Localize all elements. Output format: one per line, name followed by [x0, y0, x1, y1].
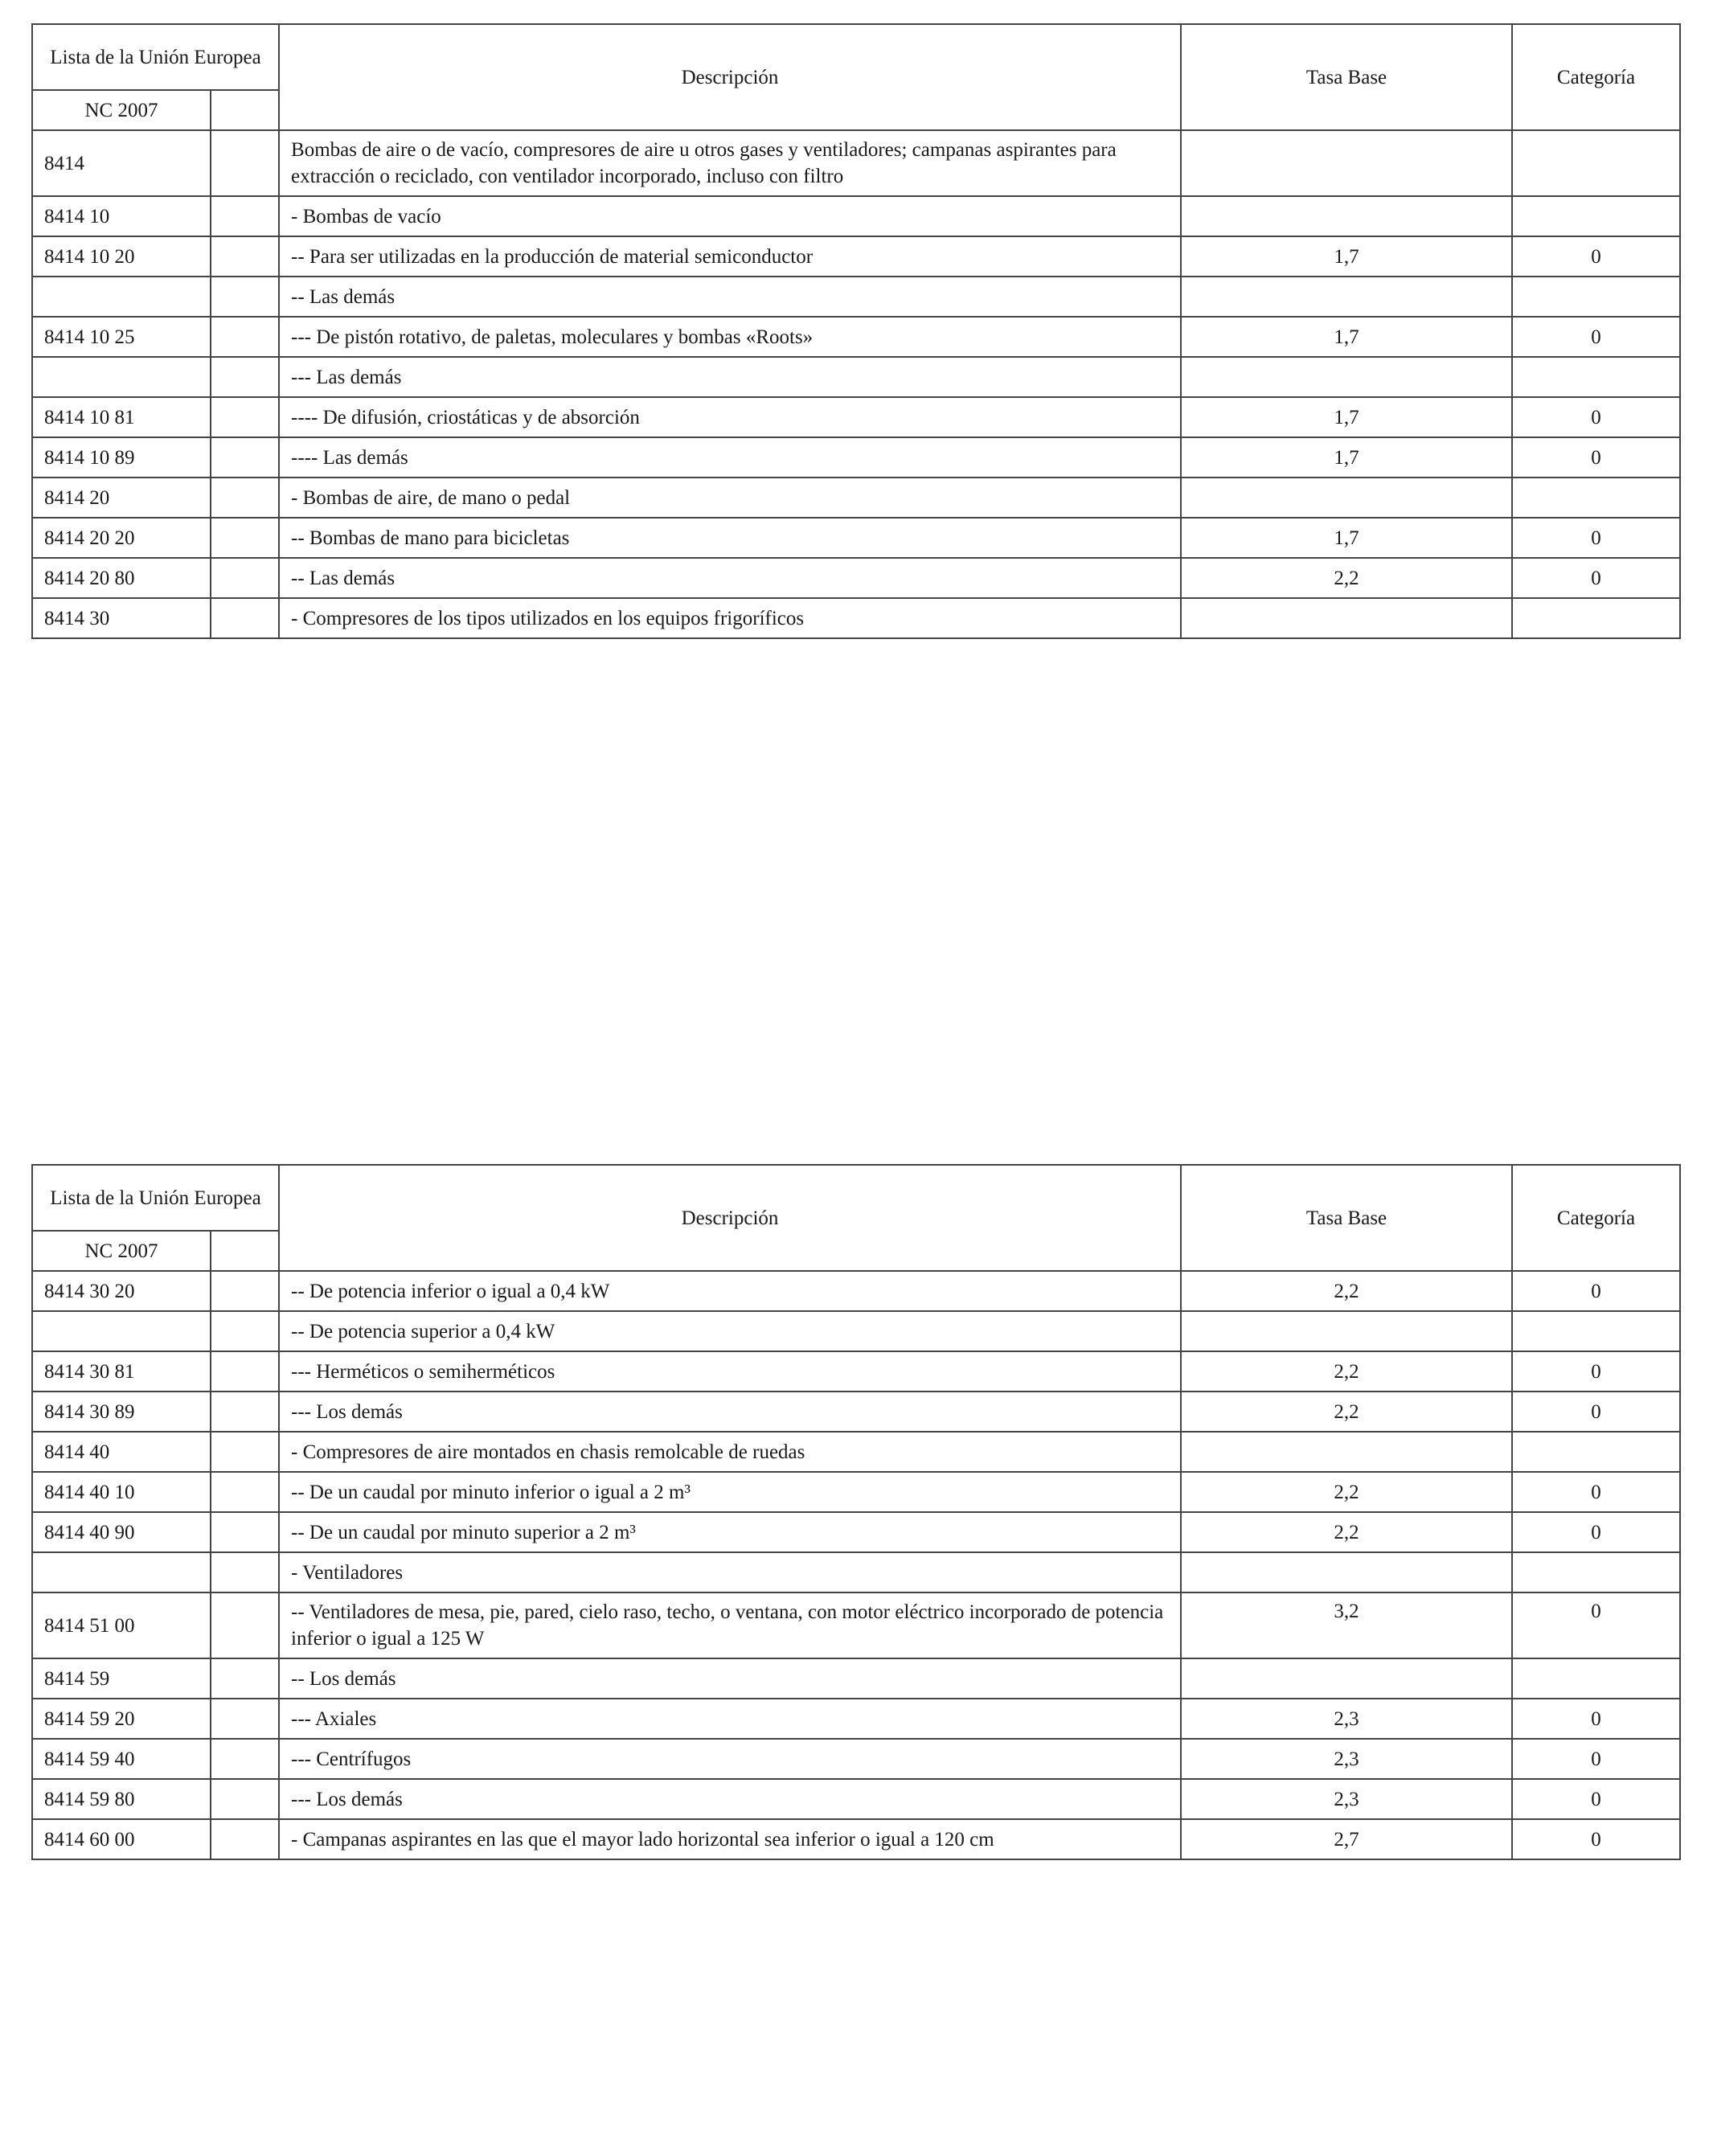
cell-rate: 2,7	[1181, 1819, 1512, 1859]
table-row	[32, 1658, 1680, 1699]
cell-description: - Bombas de vacío	[279, 196, 1181, 236]
cell-rate	[1181, 1311, 1512, 1351]
cell-code: 8414 10 25	[32, 317, 211, 357]
cell-blank	[211, 598, 279, 638]
cell-code: 8414 30 81	[32, 1351, 211, 1392]
cell-category: 0	[1512, 236, 1680, 277]
cell-category	[1512, 277, 1680, 317]
table-row	[32, 1311, 1680, 1351]
cell-rate: 2,2	[1181, 1351, 1512, 1392]
cell-rate: 2,2	[1181, 558, 1512, 598]
cell-blank	[211, 1432, 279, 1472]
cell-code: 8414 59 20	[32, 1699, 211, 1739]
table-row	[32, 1472, 1680, 1512]
cell-rate	[1181, 598, 1512, 638]
table-row	[32, 478, 1680, 518]
cell-blank	[211, 518, 279, 558]
cell-blank	[211, 1351, 279, 1392]
header-description: Descripción	[279, 1165, 1181, 1271]
header-base-rate: Tasa Base	[1181, 24, 1512, 130]
cell-rate: 1,7	[1181, 317, 1512, 357]
table-row	[32, 317, 1680, 357]
header-description: Descripción	[279, 24, 1181, 130]
cell-rate: 3,2	[1181, 1592, 1512, 1658]
cell-rate: 2,2	[1181, 1512, 1512, 1552]
cell-code: 8414	[32, 130, 211, 196]
header-blank-cell	[211, 90, 279, 130]
cell-description: -- De un caudal por minuto superior a 2 m³	[279, 1512, 1181, 1552]
cell-code	[32, 1311, 211, 1351]
header-eu-list: Lista de la Unión Europea	[32, 1165, 279, 1231]
cell-code	[32, 357, 211, 397]
cell-category: 0	[1512, 437, 1680, 478]
cell-category	[1512, 1432, 1680, 1472]
cell-description: -- Las demás	[279, 558, 1181, 598]
cell-category: 0	[1512, 1392, 1680, 1432]
cell-category: 0	[1512, 317, 1680, 357]
cell-rate	[1181, 1658, 1512, 1699]
cell-description: --- Centrífugos	[279, 1739, 1181, 1779]
cell-rate	[1181, 277, 1512, 317]
header-nc-2007: NC 2007	[32, 90, 211, 130]
cell-description: --- Axiales	[279, 1699, 1181, 1739]
header-category: Categoría	[1512, 24, 1680, 130]
table-row	[32, 1592, 1680, 1658]
cell-blank	[211, 277, 279, 317]
cell-code: 8414 40	[32, 1432, 211, 1472]
table-row	[32, 518, 1680, 558]
header-base-rate: Tasa Base	[1181, 1165, 1512, 1271]
cell-category	[1512, 130, 1680, 196]
cell-rate	[1181, 196, 1512, 236]
cell-code: 8414 20 20	[32, 518, 211, 558]
cell-rate: 2,3	[1181, 1699, 1512, 1739]
table-row	[32, 1432, 1680, 1472]
cell-category	[1512, 478, 1680, 518]
table-row	[32, 236, 1680, 277]
cell-description: Bombas de aire o de vacío, compresores de aire u otros gases y ventiladores; campanas aspirantes para extracción o reciclado, con ventilador incorporado, incluso con filtro	[279, 130, 1181, 196]
table-row	[32, 1271, 1680, 1311]
cell-blank	[211, 397, 279, 437]
cell-code: 8414 30	[32, 598, 211, 638]
cell-category: 0	[1512, 1351, 1680, 1392]
cell-blank	[211, 1779, 279, 1819]
cell-description: -- De potencia superior a 0,4 kW	[279, 1311, 1181, 1351]
cell-category: 0	[1512, 1512, 1680, 1552]
cell-code: 8414 20	[32, 478, 211, 518]
cell-blank	[211, 1592, 279, 1658]
cell-rate: 2,2	[1181, 1392, 1512, 1432]
cell-blank	[211, 1819, 279, 1859]
cell-code	[32, 277, 211, 317]
cell-description: -- Para ser utilizadas en la producción de material semiconductor	[279, 236, 1181, 277]
cell-category	[1512, 196, 1680, 236]
cell-code: 8414 30 20	[32, 1271, 211, 1311]
cell-blank	[211, 1658, 279, 1699]
header-category: Categoría	[1512, 1165, 1680, 1271]
cell-blank	[211, 1512, 279, 1552]
cell-blank	[211, 236, 279, 277]
cell-description: -- Ventiladores de mesa, pie, pared, cielo raso, techo, o ventana, con motor eléctrico incorporado de potencia inferior o igual a 125 W	[279, 1592, 1181, 1658]
table-row	[32, 357, 1680, 397]
cell-category: 0	[1512, 518, 1680, 558]
cell-code	[32, 1552, 211, 1592]
table-row	[32, 1739, 1680, 1779]
cell-blank	[211, 1271, 279, 1311]
cell-category	[1512, 1552, 1680, 1592]
header-blank-cell	[211, 1231, 279, 1271]
table-row	[32, 1552, 1680, 1592]
cell-blank	[211, 196, 279, 236]
cell-description: -- Bombas de mano para bicicletas	[279, 518, 1181, 558]
cell-description: - Campanas aspirantes en las que el mayor lado horizontal sea inferior o igual a 120 cm	[279, 1819, 1181, 1859]
cell-rate: 1,7	[1181, 397, 1512, 437]
table-row	[32, 437, 1680, 478]
table-row	[32, 196, 1680, 236]
cell-category: 0	[1512, 397, 1680, 437]
cell-code: 8414 60 00	[32, 1819, 211, 1859]
cell-description: ---- Las demás	[279, 437, 1181, 478]
cell-blank	[211, 317, 279, 357]
cell-blank	[211, 558, 279, 598]
cell-description: --- Herméticos o semiherméticos	[279, 1351, 1181, 1392]
cell-description: --- Los demás	[279, 1779, 1181, 1819]
table-row	[32, 1819, 1680, 1859]
cell-rate	[1181, 1552, 1512, 1592]
cell-category: 0	[1512, 1819, 1680, 1859]
table-row	[32, 397, 1680, 437]
cell-description: --- Los demás	[279, 1392, 1181, 1432]
cell-blank	[211, 357, 279, 397]
table-row	[32, 1351, 1680, 1392]
table-row	[32, 1779, 1680, 1819]
cell-description: --- Las demás	[279, 357, 1181, 397]
cell-rate: 2,3	[1181, 1779, 1512, 1819]
cell-rate: 1,7	[1181, 437, 1512, 478]
cell-code: 8414 10 89	[32, 437, 211, 478]
table-row	[32, 558, 1680, 598]
cell-category: 0	[1512, 1271, 1680, 1311]
cell-rate	[1181, 130, 1512, 196]
cell-rate: 1,7	[1181, 236, 1512, 277]
header-nc-2007: NC 2007	[32, 1231, 211, 1271]
table-row	[32, 130, 1680, 196]
cell-code: 8414 10 20	[32, 236, 211, 277]
table-row	[32, 1512, 1680, 1552]
cell-description: - Ventiladores	[279, 1552, 1181, 1592]
cell-blank	[211, 1552, 279, 1592]
cell-blank	[211, 1392, 279, 1432]
table-header-row	[32, 24, 1680, 90]
tariff-table-2	[31, 1164, 1681, 1860]
cell-description: - Bombas de aire, de mano o pedal	[279, 478, 1181, 518]
cell-code: 8414 59 80	[32, 1779, 211, 1819]
table-row	[32, 1392, 1680, 1432]
cell-code: 8414 40 90	[32, 1512, 211, 1552]
cell-blank	[211, 1699, 279, 1739]
cell-description: --- De pistón rotativo, de paletas, moleculares y bombas «Roots»	[279, 317, 1181, 357]
cell-category: 0	[1512, 1472, 1680, 1512]
cell-rate: 2,3	[1181, 1739, 1512, 1779]
cell-blank	[211, 1472, 279, 1512]
cell-category: 0	[1512, 1592, 1680, 1658]
table-header-row	[32, 1165, 1680, 1231]
cell-code: 8414 51 00	[32, 1592, 211, 1658]
cell-description: - Compresores de los tipos utilizados en los equipos frigoríficos	[279, 598, 1181, 638]
cell-description: -- Los demás	[279, 1658, 1181, 1699]
cell-code: 8414 10	[32, 196, 211, 236]
cell-category: 0	[1512, 558, 1680, 598]
cell-category	[1512, 1658, 1680, 1699]
cell-code: 8414 40 10	[32, 1472, 211, 1512]
cell-blank	[211, 1739, 279, 1779]
cell-blank	[211, 437, 279, 478]
cell-category: 0	[1512, 1699, 1680, 1739]
cell-blank	[211, 1311, 279, 1351]
cell-description: -- De un caudal por minuto inferior o igual a 2 m³	[279, 1472, 1181, 1512]
cell-rate	[1181, 1432, 1512, 1472]
cell-rate	[1181, 478, 1512, 518]
cell-rate: 1,7	[1181, 518, 1512, 558]
table-row	[32, 1699, 1680, 1739]
cell-code: 8414 59	[32, 1658, 211, 1699]
cell-code: 8414 59 40	[32, 1739, 211, 1779]
cell-description: -- De potencia inferior o igual a 0,4 kW	[279, 1271, 1181, 1311]
cell-category: 0	[1512, 1779, 1680, 1819]
cell-description: - Compresores de aire montados en chasis remolcable de ruedas	[279, 1432, 1181, 1472]
cell-code: 8414 10 81	[32, 397, 211, 437]
cell-category	[1512, 357, 1680, 397]
cell-category: 0	[1512, 1739, 1680, 1779]
cell-category	[1512, 1311, 1680, 1351]
cell-description: -- Las demás	[279, 277, 1181, 317]
cell-rate: 2,2	[1181, 1472, 1512, 1512]
cell-blank	[211, 478, 279, 518]
table-row	[32, 277, 1680, 317]
cell-category	[1512, 598, 1680, 638]
table-row	[32, 598, 1680, 638]
cell-code: 8414 30 89	[32, 1392, 211, 1432]
cell-rate	[1181, 357, 1512, 397]
cell-rate: 2,2	[1181, 1271, 1512, 1311]
tariff-table-1	[31, 23, 1681, 639]
cell-description: ---- De difusión, criostáticas y de absorción	[279, 397, 1181, 437]
cell-blank	[211, 130, 279, 196]
header-eu-list: Lista de la Unión Europea	[32, 24, 279, 90]
cell-code: 8414 20 80	[32, 558, 211, 598]
